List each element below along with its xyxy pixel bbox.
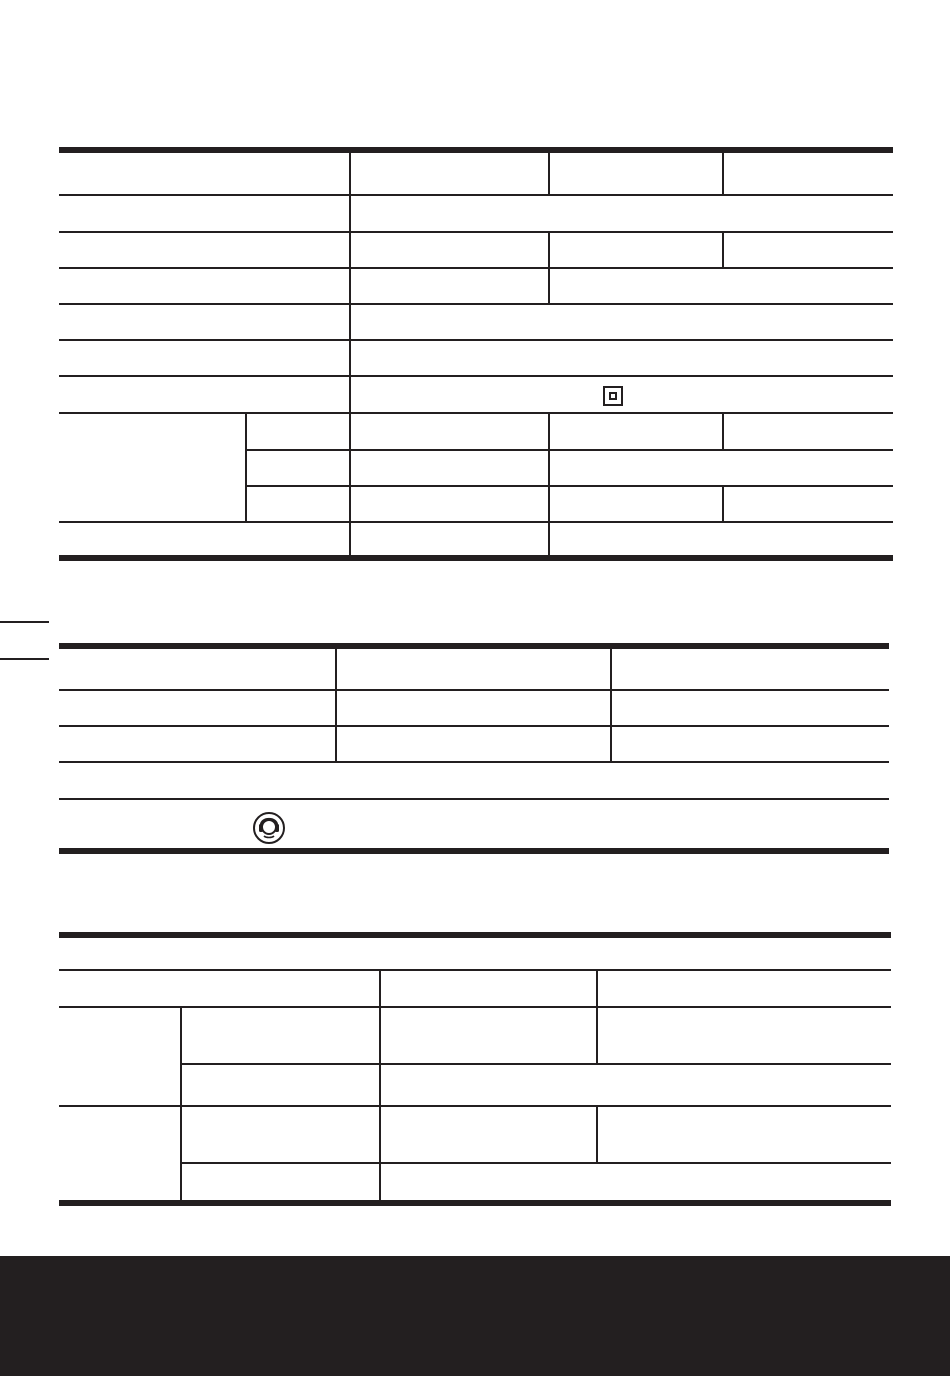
row-divider <box>180 1063 891 1065</box>
row-group-label <box>59 414 245 521</box>
noise-header-cell <box>337 649 610 689</box>
column-divider <box>180 1008 182 1200</box>
column-divider <box>596 1107 598 1163</box>
column-divider <box>548 413 550 555</box>
column-divider <box>349 153 351 555</box>
vibration-group-label <box>59 1008 180 1105</box>
noise-header-cell <box>612 649 889 689</box>
row-divider <box>59 1006 891 1008</box>
table-bottom-rule <box>59 848 889 854</box>
vibration-header-cell <box>59 971 379 1006</box>
row-label <box>59 377 349 412</box>
wear-ear-protection-icon <box>252 811 286 845</box>
row-label <box>59 523 349 555</box>
row-label <box>59 305 349 339</box>
row-divider <box>59 689 889 691</box>
column-divider <box>722 486 724 522</box>
row-divider <box>59 1105 891 1107</box>
header-label <box>59 153 349 194</box>
row-label <box>59 233 349 267</box>
header-model-3 <box>724 153 893 194</box>
header-model-1 <box>351 153 548 194</box>
margin-tab-mark <box>0 658 49 660</box>
row-label <box>59 341 349 375</box>
vibration-header-cell <box>381 971 596 1006</box>
vibration-header-cell <box>598 971 891 1006</box>
row-label <box>59 196 349 231</box>
double-insulation-icon <box>603 386 623 406</box>
column-divider <box>245 413 247 522</box>
vibration-group-label <box>59 1107 180 1200</box>
table-bottom-rule <box>59 555 893 561</box>
row-divider <box>59 725 889 727</box>
noise-header-cell <box>59 649 335 689</box>
column-divider <box>722 413 724 450</box>
vibration-title <box>59 938 891 969</box>
row-label <box>59 269 349 303</box>
row-divider <box>245 485 893 487</box>
row-divider <box>180 1162 891 1164</box>
page-footer-band <box>0 1256 950 1376</box>
row-divider <box>59 798 889 800</box>
column-divider <box>548 232 550 304</box>
row-divider <box>59 761 889 763</box>
margin-tab-mark <box>0 621 49 623</box>
row-divider <box>245 449 893 451</box>
header-model-2 <box>550 153 722 194</box>
table-bottom-rule <box>59 1200 891 1206</box>
column-divider <box>722 232 724 268</box>
